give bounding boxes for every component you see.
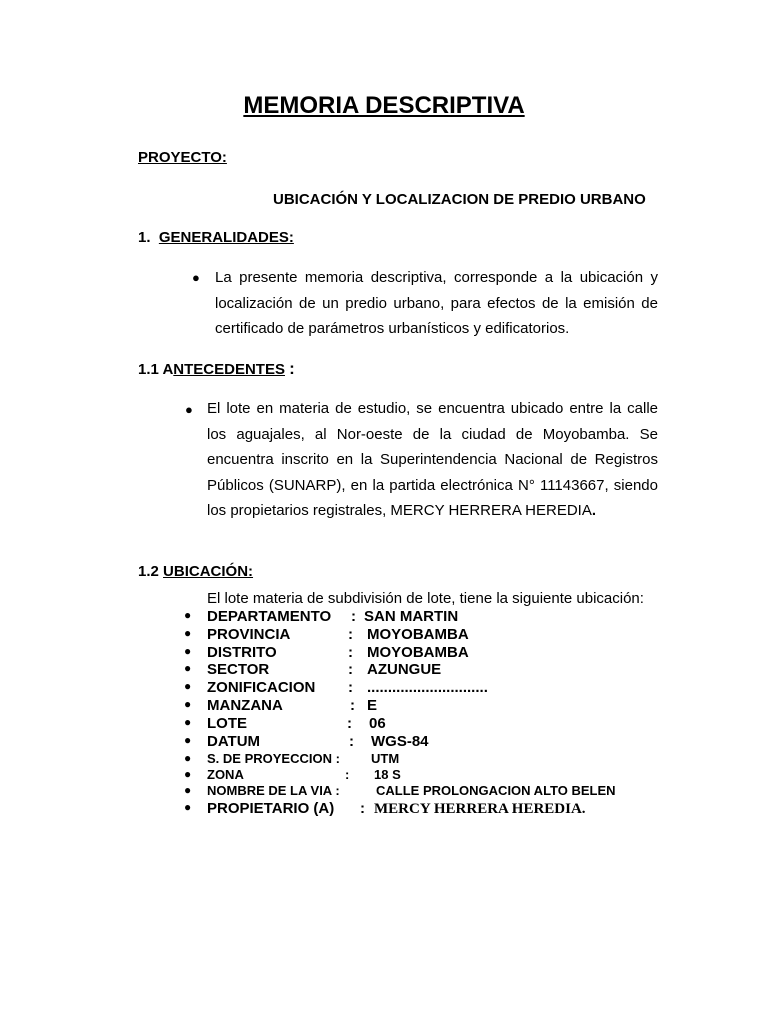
section-prefix: 1.1 A [138, 361, 174, 378]
list-item-sector [0, 661, 768, 679]
item-value: SAN MARTIN [364, 608, 459, 625]
section-title: UBICACIÓN: [163, 563, 254, 580]
item-key: PROPIETARIO (A) [207, 800, 335, 817]
generalidades-paragraph: La presente memoria descriptiva, corresponde a la ubicación y localización de un predio urbano, para efectos de la emisión de certificado de parámetros urbanísticos y edificatorios. [215, 269, 658, 337]
section-title: GENERALIDADES: [158, 229, 294, 246]
item-colon: : [350, 697, 355, 714]
bullet-icon: ● [184, 783, 192, 797]
section-number: 1.2 [138, 563, 159, 580]
item-key: DEPARTAMENTO [207, 608, 332, 625]
item-colon: : [348, 626, 353, 643]
bullet-icon: ● [184, 697, 192, 711]
bullet-icon: ● [184, 626, 192, 640]
bullet-icon: ● [184, 767, 192, 781]
item-key: SECTOR [207, 661, 270, 678]
list-item-departamento [0, 608, 768, 626]
section-colon: : [289, 359, 295, 378]
item-value: MOYOBAMBA [367, 626, 469, 643]
item-colon: : [348, 679, 353, 696]
section-1-1-heading [138, 359, 295, 379]
bullet-icon: ● [184, 800, 192, 814]
item-value: 06 [369, 715, 386, 732]
item-value: MERCY HERRERA HEREDIA. [374, 801, 586, 817]
item-key: ZONA [207, 767, 244, 782]
item-colon: : [345, 767, 350, 782]
item-colon: : [347, 715, 352, 732]
item-value: MOYOBAMBA [367, 644, 469, 661]
item-value: ............................. [367, 679, 488, 696]
ubicacion-intro: El lote materia de subdivisión de lote, tiene la siguiente ubicación: [207, 590, 644, 607]
bullet-icon: ● [184, 751, 192, 765]
bullet-icon: ● [184, 733, 192, 747]
bullet-icon: ● [184, 679, 192, 693]
item-colon: : [360, 800, 365, 817]
antecedentes-period: . [591, 502, 597, 519]
item-colon: : [348, 661, 353, 678]
item-value: 18 S [374, 767, 401, 782]
antecedentes-paragraph [207, 396, 658, 524]
list-item-distrito [0, 644, 768, 662]
list-item-zonificacion [0, 679, 768, 697]
list-item-manzana [0, 697, 768, 715]
item-key: MANZANA [207, 697, 283, 714]
bullet-icon: ● [184, 608, 192, 622]
item-key: LOTE [207, 715, 247, 732]
document-title: MEMORIA DESCRIPTIVA [243, 92, 525, 119]
list-item-lote [0, 715, 768, 733]
item-value: E [367, 697, 378, 714]
proyecto-label: PROYECTO: [138, 149, 227, 166]
item-key: ZONIFICACION [207, 679, 316, 696]
antecedentes-text: El lote en materia de estudio, se encuentra ubicado entre la calle los aguajales, al Nor-oeste de la ciudad de Moyobamba. Se encuentra inscrito en la Superintendencia Nacional de Registros Públicos (SUNARP), en la partida electrónica N° 11143667, siendo los propietarios registrales, MERCY HERRERA HEREDIA [207, 400, 658, 519]
item-value: AZUNGUE [367, 661, 442, 678]
bullet-icon: ● [184, 661, 192, 675]
bullet-icon: ● [185, 402, 193, 417]
item-key: DISTRITO [207, 644, 277, 661]
proyecto-name: UBICACIÓN Y LOCALIZACION DE PREDIO URBANO [273, 191, 646, 208]
list-item-propietario [0, 800, 768, 818]
section-number: 1. [138, 229, 151, 246]
item-key: PROVINCIA [207, 626, 291, 643]
bullet-icon: ● [192, 270, 200, 285]
section-1-heading [138, 229, 294, 246]
bullet-icon: ● [184, 715, 192, 729]
section-1-2-heading [138, 563, 253, 580]
item-key: NOMBRE DE LA VIA : [207, 783, 340, 798]
item-key: S. DE PROYECCION : [207, 751, 340, 766]
item-value: CALLE PROLONGACION ALTO BELEN [376, 783, 616, 798]
item-key: DATUM [207, 733, 261, 750]
list-item-provincia [0, 626, 768, 644]
item-colon: : [348, 644, 353, 661]
section-title: NTECEDENTES [173, 361, 285, 378]
item-colon: : [351, 608, 356, 625]
list-item-nombre-via [0, 783, 768, 801]
item-value: UTM [371, 751, 400, 766]
item-colon: : [349, 733, 354, 750]
item-value: WGS-84 [371, 733, 429, 750]
list-item-datum [0, 733, 768, 751]
bullet-icon: ● [184, 644, 192, 658]
